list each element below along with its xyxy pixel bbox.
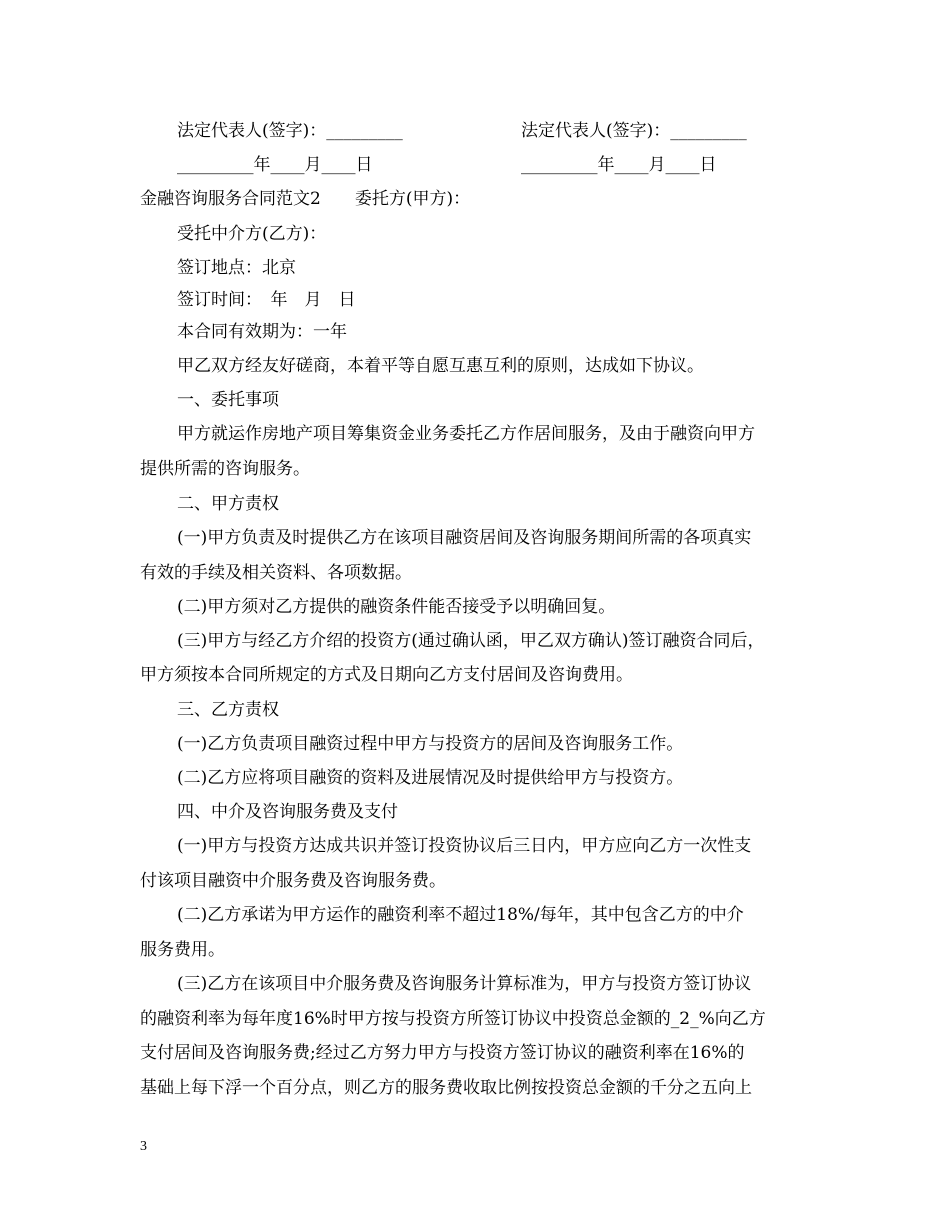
paragraph: 的融资利率为每年度16%时甲方按与投资方所签订协议中投资总金额的_2_%向乙方: [140, 1009, 766, 1029]
paragraph: 甲方须按本合同所规定的方式及日期向乙方支付居间及咨询费用。: [140, 665, 633, 685]
paragraph: (三)甲方与经乙方介绍的投资方(通过确认函，甲乙双方确认)签订融资合同后，: [177, 631, 765, 651]
paragraph: 甲乙双方经友好磋商，本着平等自愿互惠互利的原则，达成如下协议。: [177, 356, 704, 376]
signature-right-date: _________年____月____日: [521, 155, 717, 175]
section-heading: 一、委托事项: [177, 390, 279, 410]
section-heading: 四、中介及咨询服务费及支付: [177, 802, 398, 822]
paragraph: 服务费用。: [140, 940, 225, 960]
paragraph: (三)乙方在该项目中介服务费及咨询服务计算标准为，甲方与投资方签订协议: [177, 974, 752, 994]
paragraph: (一)乙方负责项目融资过程中甲方与投资方的居间及咨询服务工作。: [177, 734, 684, 754]
signature-left-date: _________年____月____日: [177, 155, 373, 175]
paragraph: 金融咨询服务合同范文2 委托方(甲方)：: [140, 189, 471, 209]
paragraph: 有效的手续及相关资料、各项数据。: [140, 563, 412, 583]
signature-right-label: 法定代表人(签字)：_________: [521, 121, 747, 141]
paragraph: (二)甲方须对乙方提供的融资条件能否接受予以明确回复。: [177, 597, 616, 617]
paragraph: 支付居间及咨询服务费;经过乙方努力甲方与投资方签订协议的融资利率在16%的: [140, 1043, 745, 1063]
section-heading: 三、乙方责权: [177, 700, 279, 720]
paragraph: 提供所需的咨询服务。: [140, 459, 310, 479]
paragraph: 基础上每下浮一个百分点，则乙方的服务费收取比例按投资总金额的千分之五向上: [140, 1078, 752, 1098]
paragraph: 甲方就运作房地产项目筹集资金业务委托乙方作居间服务，及由于融资向甲方: [177, 424, 755, 444]
paragraph: (二)乙方承诺为甲方运作的融资利率不超过18%/每年，其中包含乙方的中介: [177, 905, 744, 925]
paragraph: 本合同有效期为：一年: [177, 322, 347, 342]
paragraph: (一)甲方与投资方达成共识并签订投资协议后三日内，甲方应向乙方一次性支: [177, 836, 752, 856]
paragraph: (一)甲方负责及时提供乙方在该项目融资居间及咨询服务期间所需的各项真实: [177, 528, 752, 548]
paragraph: 签订地点：北京: [177, 258, 296, 278]
section-heading: 二、甲方责权: [177, 494, 279, 514]
paragraph: (二)乙方应将项目融资的资料及进展情况及时提供给甲方与投资方。: [177, 768, 684, 788]
page-number: 3: [140, 1139, 147, 1154]
paragraph: 签订时间： 年 月 日: [177, 290, 356, 310]
paragraph: 受托中介方(乙方)：: [177, 224, 327, 244]
paragraph: 付该项目融资中介服务费及咨询服务费。: [140, 871, 446, 891]
signature-left-label: 法定代表人(签字)：_________: [177, 121, 403, 141]
